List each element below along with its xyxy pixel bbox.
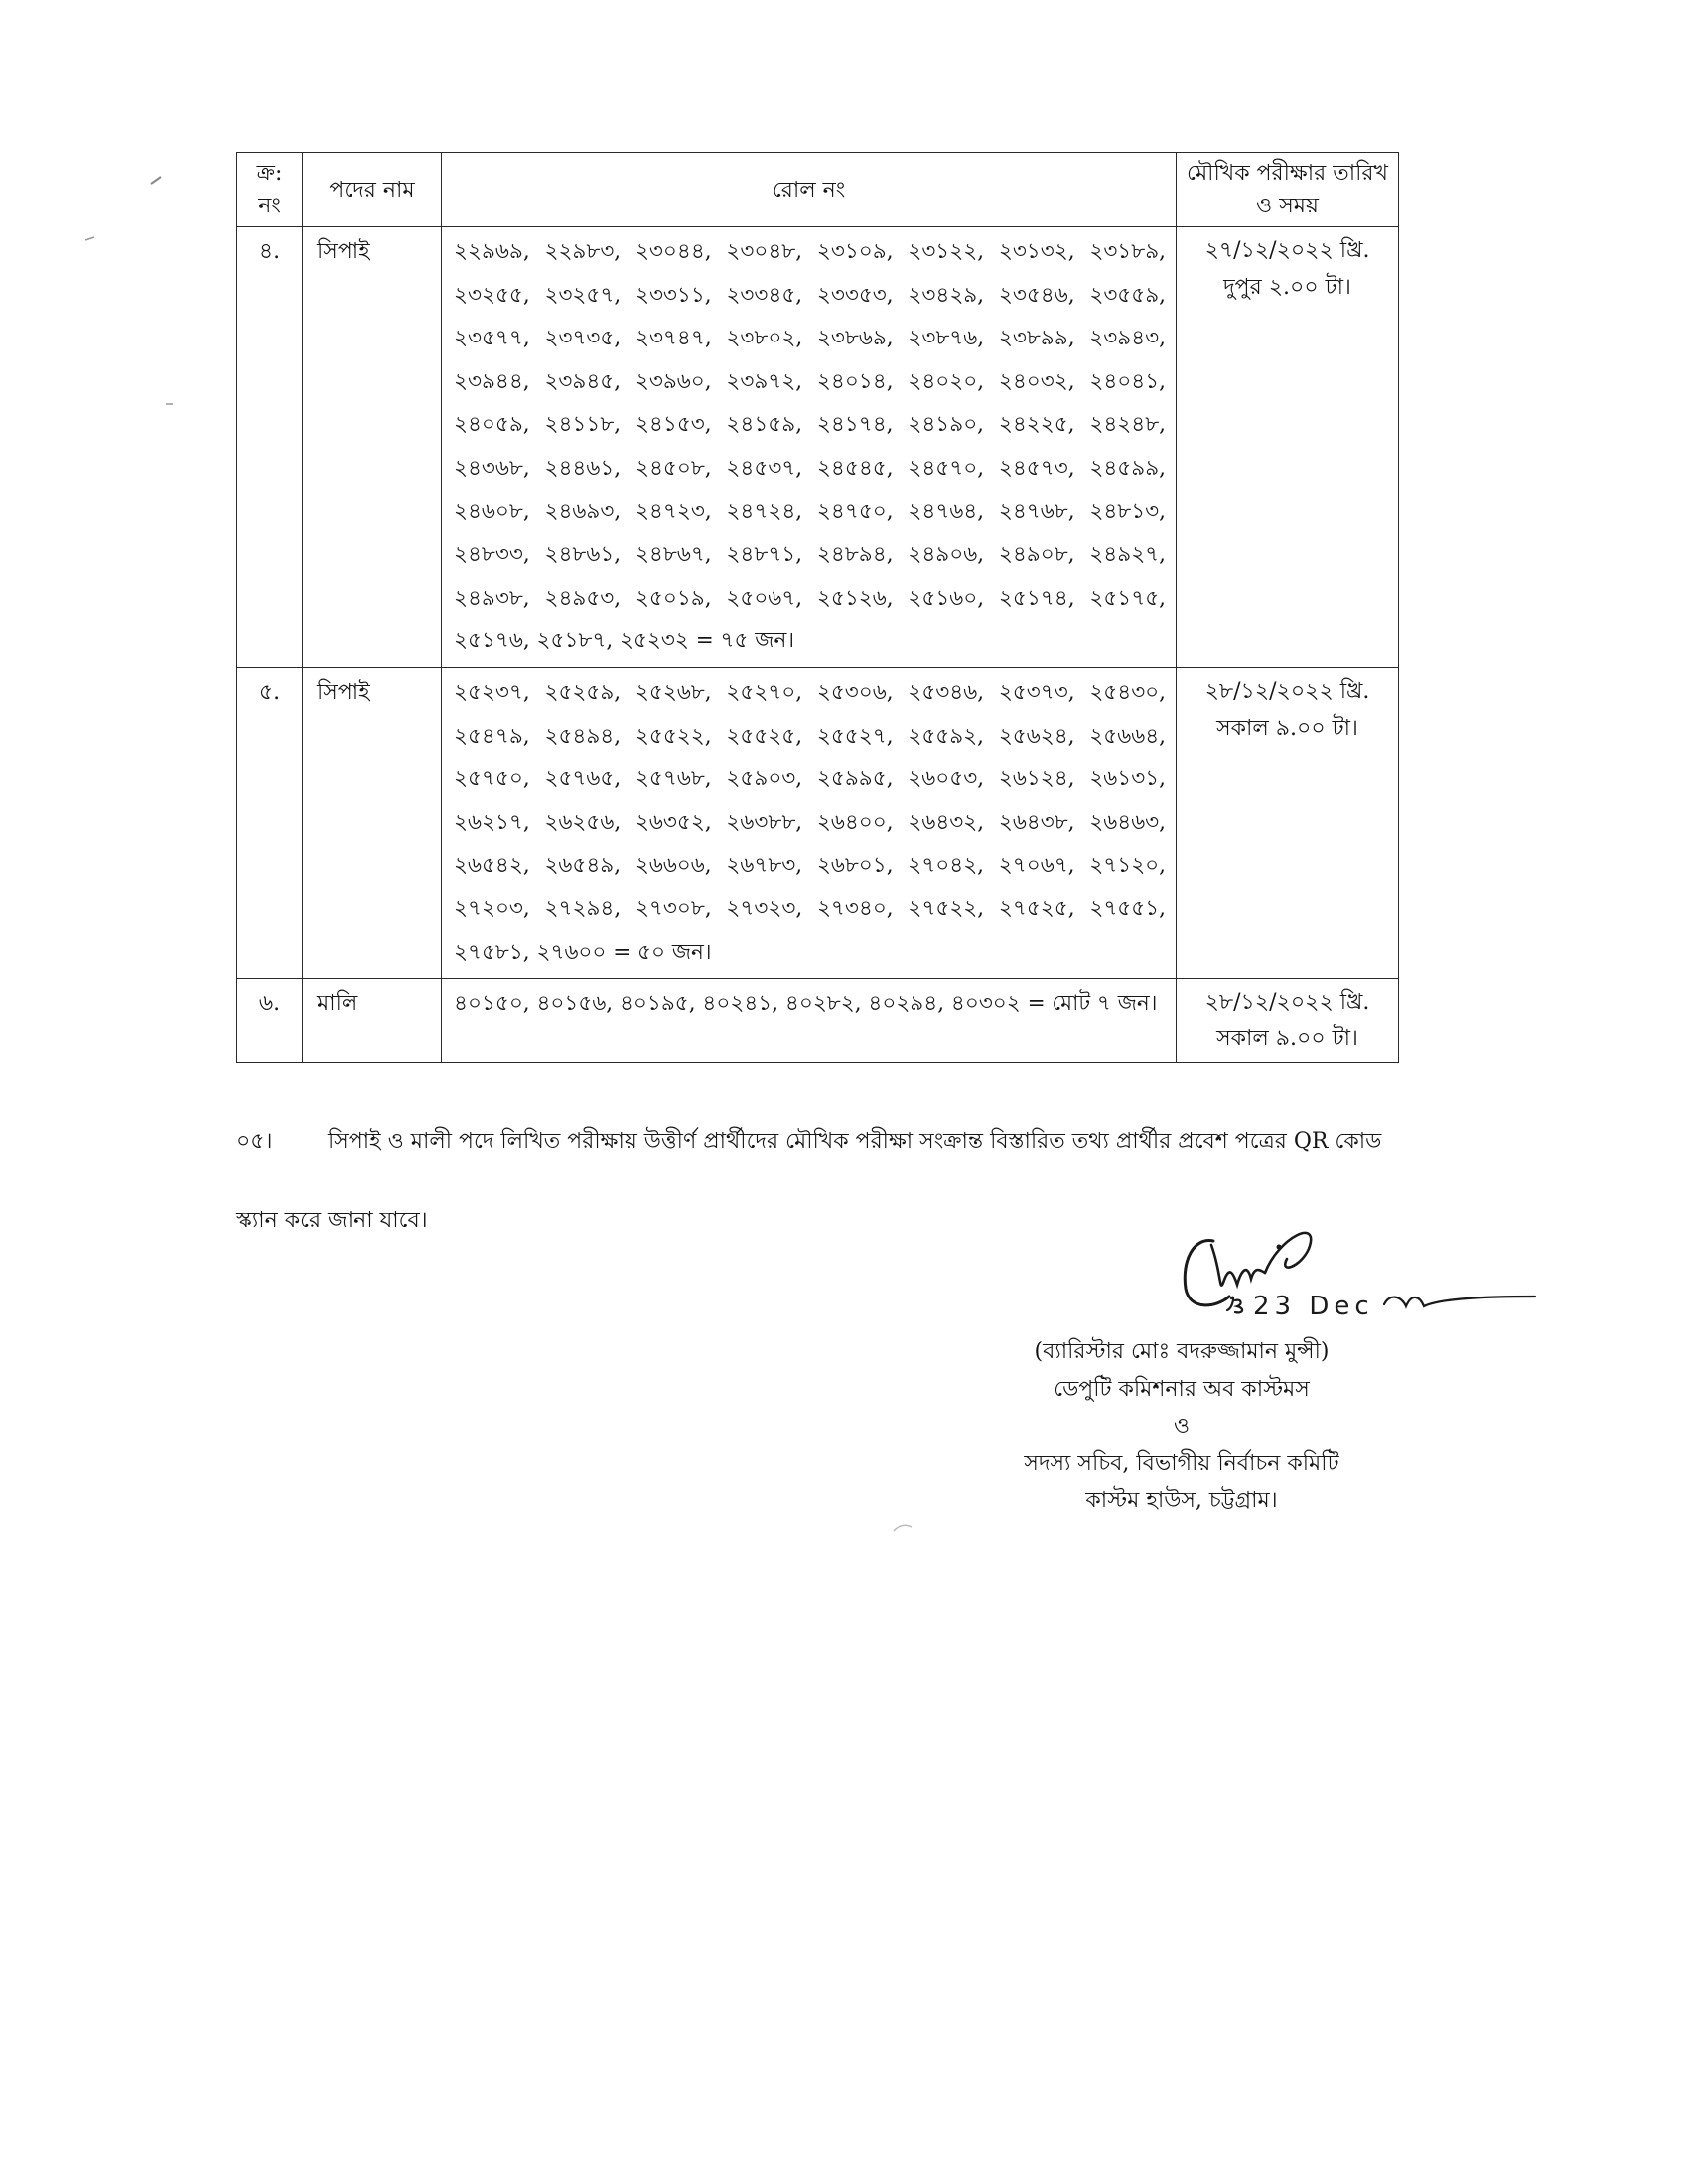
viva-time: সকাল ৯.০০ টা। — [1216, 1026, 1358, 1052]
post-cell: সিপাই — [303, 227, 442, 668]
roll-numbers-cell: ২২৯৬৯, ২২৯৮৩, ২৩০৪৪, ২৩০৪৮, ২৩১০৯, ২৩১২২, ২৩১৩২, ২৩১৮৯, ২৩২৫৫, ২৩২৫৭, ২৩৩১১, ২৩৩৪৫, ২৩৩৫৩, ২৩৪২৯, ২৩৫৪৬, ২৩৫৫৯, ২৩৫৭৭, ২৩৭৩৫, ২৩৭৪৭, ২৩৮০২, ২৩৮৬৯, ২৩৮৭৬, ২৩৮৯৯, ২৩৯৪৩, ২৩৯৪৪, ২৩৯৪৫, ২৩৯৬০, ২৩৯৭২, ২৪০১৪, ২৪০২০, ২৪০৩২, ২৪০৪১, ২৪০৫৯, ২৪১১৮, ২৪১৫৩, ২৪১৫৯, ২৪১৭৪, ২৪১৯০, ২৪২২৫, ২৪২৪৮, ২৪৩৬৮, ২৪৪৬১, ২৪৫০৮, ২৪৫৩৭, ২৪৫৪৫, ২৪৫৭০, ২৪৫৭৩, ২৪৫৯৯, ২৪৬০৮, ২৪৬৯৩, ২৪৭২৩, ২৪৭২৪, ২৪৭৫০, ২৪৭৬৪, ২৪৭৬৮, ২৪৮১৩, ২৪৮৩৩, ২৪৮৬১, ২৪৮৬৭, ২৪৮৭১, ২৪৮৯৪, ২৪৯০৬, ২৪৯০৮, ২৪৯২৭, ২৪৯৩৮, ২৪৯৫৩, ২৫০১৯, ২৫০৬৭, ২৫১২৬, ২৫১৬০, ২৫১৭৪, ২৫১৭৫, ২৫১৭৬, ২৫১৮৭, ২৫২৩২ = ৭৫ জন। — [442, 227, 1177, 668]
signatory-name: (ব্যারিস্টার মোঃ বদরুজ্জামান মুন্সী) — [1034, 1339, 1330, 1364]
serial-cell: ৫. — [237, 667, 303, 978]
viva-date: ২৮/১২/২০২২ খ্রি. — [1204, 990, 1370, 1016]
date-time-cell — [1177, 979, 1399, 1063]
post-cell: সিপাই — [303, 667, 442, 978]
serial-header: ক্র: নং — [237, 153, 303, 227]
signatory-designation: ডেপুটি কমিশনার অব কাস্টমস — [1054, 1376, 1310, 1402]
signatory-block — [973, 1333, 1390, 1520]
viva-time: দুপুর ২.০০ টা। — [1223, 275, 1351, 300]
signature-image — [1172, 1213, 1539, 1322]
note-text: সিপাই ও মালী পদে লিখিত পরীক্ষায় উত্তীর্ণ প্রার্থীদের মৌখিক পরীক্ষা সংক্রান্ত বিস্তারিত তথ্য প্রার্থীর প্রবেশ পত্রের QR কোড স্ক্যান করে জানা যাবে। — [236, 1129, 1382, 1233]
viva-date: ২৭/১২/২০২২ খ্রি. — [1204, 238, 1370, 263]
viva-schedule-table — [236, 152, 1399, 1063]
note-number: ০৫। — [236, 1129, 273, 1154]
scan-speck — [149, 174, 165, 186]
viva-time: সকাল ৯.০০ টা। — [1216, 715, 1358, 741]
signature-handwriting: 23 Dec — [1253, 1292, 1374, 1321]
scan-speck — [892, 1521, 914, 1533]
datetime-header: মৌখিক পরীক্ষার তারিখ ও সময় — [1177, 153, 1399, 227]
table-row — [237, 667, 1399, 978]
table-row — [237, 979, 1399, 1063]
signatory-role: সদস্য সচিব, বিভাগীয় নির্বাচন কমিটি — [1024, 1450, 1339, 1476]
date-time-cell — [1177, 227, 1399, 668]
signatory-office: কাস্টম হাউস, চট্টগ্রাম। — [1085, 1488, 1278, 1513]
serial-cell: ৪. — [237, 227, 303, 668]
scan-speck — [83, 234, 97, 242]
viva-date: ২৮/১২/২০২২ খ্রি. — [1204, 678, 1370, 704]
date-time-cell — [1177, 667, 1399, 978]
roll-header: রোল নং — [442, 153, 1177, 227]
table-row — [237, 227, 1399, 668]
roll-numbers-cell: ৪০১৫০, ৪০১৫৬, ৪০১৯৫, ৪০২৪১, ৪০২৮২, ৪০২৯৪, ৪০৩০২ = মোট ৭ জন। — [442, 979, 1177, 1063]
table-header-row — [237, 153, 1399, 227]
signatory-conjunction: ও — [1173, 1414, 1191, 1438]
post-header: পদের নাম — [303, 153, 442, 227]
scan-speck — [164, 401, 176, 407]
serial-cell: ৬. — [237, 979, 303, 1063]
roll-numbers-cell: ২৫২৩৭, ২৫২৫৯, ২৫২৬৮, ২৫২৭০, ২৫৩০৬, ২৫৩৪৬, ২৫৩৭৩, ২৫৪৩০, ২৫৪৭৯, ২৫৪৯৪, ২৫৫২২, ২৫৫২৫, ২৫৫২৭, ২৫৫৯২, ২৫৬২৪, ২৫৬৬৪, ২৫৭৫০, ২৫৭৬৫, ২৫৭৬৮, ২৫৯০৩, ২৫৯৯৫, ২৬০৫৩, ২৬১২৪, ২৬১৩১, ২৬২১৭, ২৬২৫৬, ২৬৩৫২, ২৬৩৮৮, ২৬৪০০, ২৬৪৩২, ২৬৪৩৮, ২৬৪৬৩, ২৬৫৪২, ২৬৫৪৯, ২৬৬০৬, ২৬৭৮৩, ২৬৮০১, ২৭০৪২, ২৭০৬৭, ২৭১২০, ২৭২০৩, ২৭২৯৪, ২৭৩০৮, ২৭৩২৩, ২৭৩৪০, ২৭৫২২, ২৭৫২৫, ২৭৫৫১, ২৭৫৮১, ২৭৬০০ = ৫০ জন। — [442, 667, 1177, 978]
post-cell: মালি — [303, 979, 442, 1063]
